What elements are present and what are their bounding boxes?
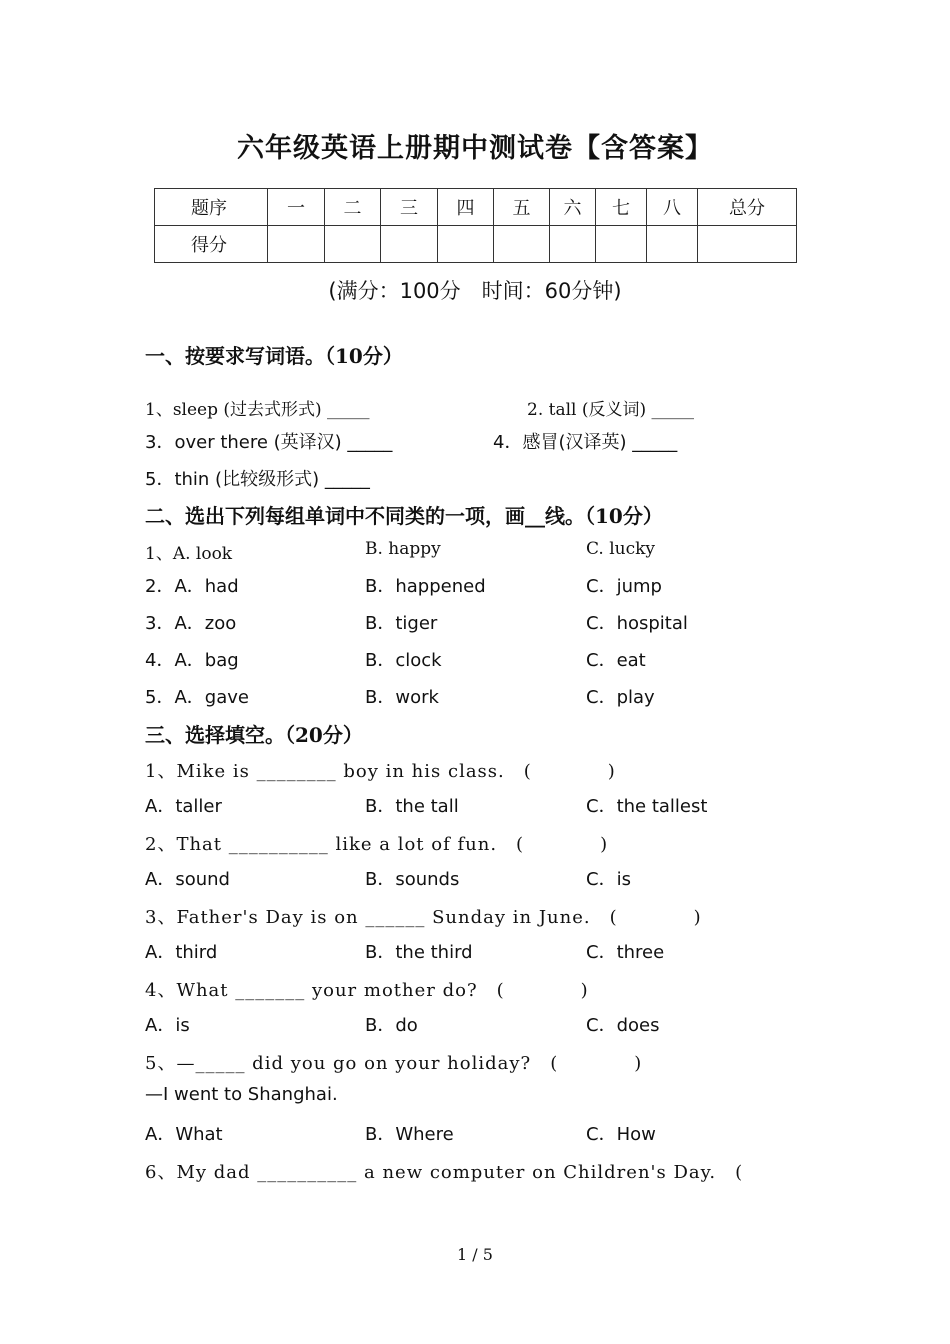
score-table	[154, 188, 797, 263]
page-number: 1 / 5	[457, 1245, 493, 1264]
question-5: 5、—_____ did you go on your holiday? ( )	[145, 1053, 643, 1074]
option-b: B．tiger	[365, 613, 438, 634]
option-a: A．What	[145, 1124, 223, 1145]
score-cell[interactable]	[596, 226, 647, 263]
question-1: 1、Mike is ________ boy in his class. ( )	[145, 761, 616, 782]
section-1-item: 4．感冒(汉译英) _____	[493, 432, 678, 453]
option-a: A．taller	[145, 796, 222, 817]
section-2-heading: 二、选出下列每组单词中不同类的一项，画__线。（10分）	[145, 504, 663, 528]
option-a: 2．A．had	[145, 576, 239, 597]
score-cell[interactable]	[647, 226, 698, 263]
page-title: 六年级英语上册期中测试卷【含答案】	[237, 133, 713, 164]
score-cell[interactable]	[438, 226, 494, 263]
option-a: A．sound	[145, 869, 230, 890]
header-cell: 三	[381, 189, 438, 226]
score-cell[interactable]	[494, 226, 550, 263]
option-b: B．the third	[365, 942, 473, 963]
question-6: 6、My dad __________ a new computer on Children's Day. (	[145, 1162, 744, 1183]
option-a: 4．A．bag	[145, 650, 239, 671]
option-b: B．Where	[365, 1124, 454, 1145]
option-b: B. happy	[365, 539, 441, 559]
question-4: 4、What _______ your mother do? ( )	[145, 980, 589, 1001]
section-1-item: 3．over there (英译汉) _____	[145, 432, 393, 453]
question-5-answer-line: —I went to Shanghai.	[145, 1084, 338, 1105]
option-c: C．hospital	[586, 613, 688, 634]
header-cell: 八	[647, 189, 698, 226]
section-1-item: 2. tall (反义词) _____	[527, 400, 695, 420]
header-cell: 七	[596, 189, 647, 226]
header-cell: 题序	[155, 189, 268, 226]
score-cell[interactable]	[381, 226, 438, 263]
option-b: B．the tall	[365, 796, 459, 817]
score-time-note: (满分：100分 时间：60分钟)	[328, 279, 622, 303]
option-c: C．the tallest	[586, 796, 708, 817]
option-c: C. lucky	[586, 539, 656, 559]
option-c: C．is	[586, 869, 631, 890]
header-cell: 五	[494, 189, 550, 226]
section-1-item: 5．thin (比较级形式) _____	[145, 469, 370, 490]
option-c: C．jump	[586, 576, 662, 597]
option-c: C．three	[586, 942, 665, 963]
score-table-header-row	[155, 189, 797, 226]
option-c: C．eat	[586, 650, 646, 671]
option-b: B．clock	[365, 650, 442, 671]
section-1-heading: 一、按要求写词语。（10分）	[145, 344, 403, 368]
option-a: 5．A．gave	[145, 687, 249, 708]
question-2: 2、That __________ like a lot of fun. ( )	[145, 834, 609, 855]
option-b: B．do	[365, 1015, 418, 1036]
score-row-label: 得分	[155, 226, 268, 263]
option-b: B．happened	[365, 576, 486, 597]
option-b: B．work	[365, 687, 439, 708]
score-cell[interactable]	[698, 226, 797, 263]
option-a: A．third	[145, 942, 218, 963]
section-3-heading: 三、选择填空。（20分）	[145, 723, 363, 747]
score-cell[interactable]	[268, 226, 325, 263]
header-cell: 二	[325, 189, 381, 226]
option-b: B．sounds	[365, 869, 460, 890]
question-3: 3、Father's Day is on ______ Sunday in June. ( )	[145, 907, 702, 928]
option-c: C．How	[586, 1124, 656, 1145]
header-cell: 六	[550, 189, 596, 226]
header-cell: 总分	[698, 189, 797, 226]
header-cell: 四	[438, 189, 494, 226]
score-cell[interactable]	[550, 226, 596, 263]
score-table-score-row	[155, 226, 797, 263]
option-a: 3．A．zoo	[145, 613, 237, 634]
score-cell[interactable]	[325, 226, 381, 263]
section-1-item: 1、sleep (过去式形式) _____	[145, 400, 370, 420]
option-c: C．does	[586, 1015, 660, 1036]
header-cell: 一	[268, 189, 325, 226]
option-c: C．play	[586, 687, 655, 708]
option-a: A．is	[145, 1015, 190, 1036]
option-a: 1、A. look	[145, 544, 233, 564]
